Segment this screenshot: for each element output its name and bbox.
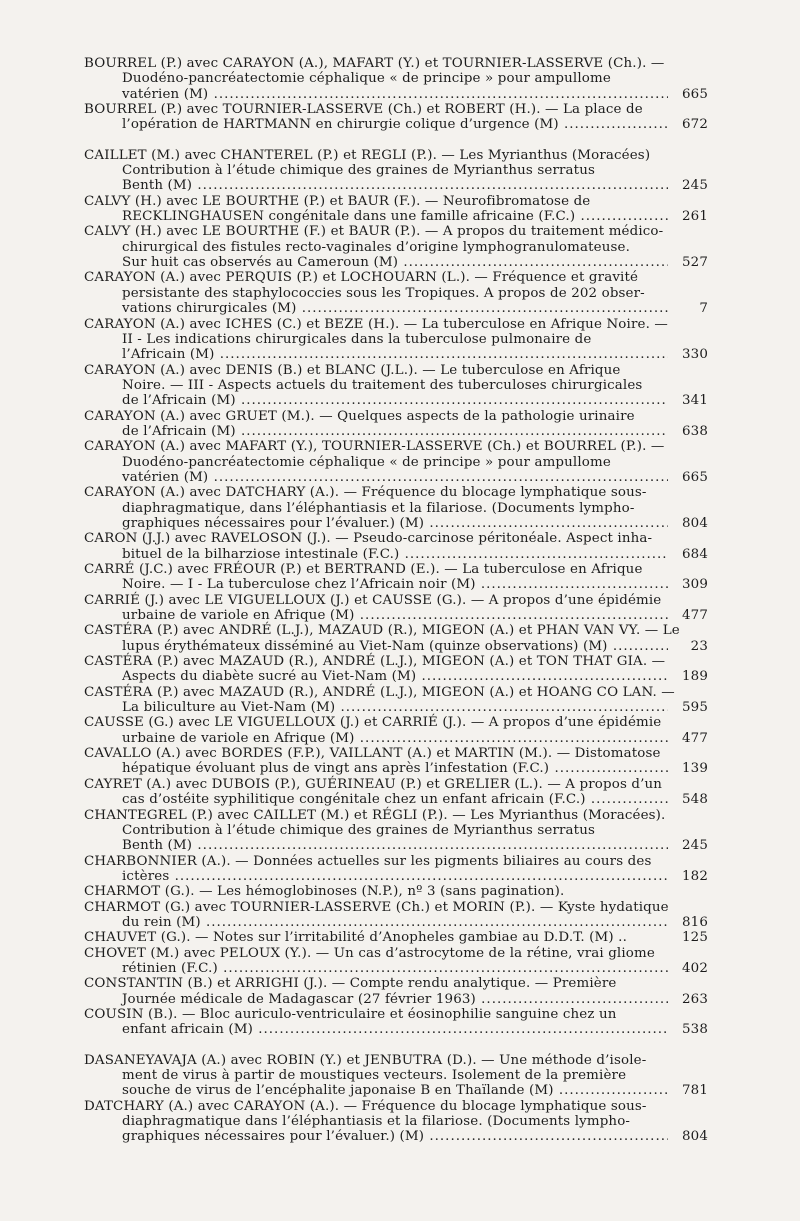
page-number: 139 <box>668 761 708 776</box>
entry-continuation: Contribution à l’étude chimique des graines de Myrianthus serratus <box>122 163 596 179</box>
index-entry <box>84 56 708 102</box>
entry-last-line: du rein (M) ..... <box>84 915 708 930</box>
index-entry <box>84 224 708 270</box>
entry-heading: DATCHARY (A.) avec CARAYON (A.). — Fréquence du blocage lymphatique sous- <box>84 1098 647 1114</box>
index-entry <box>84 531 708 562</box>
index-entry <box>84 317 708 363</box>
entry-heading: CAILLET (M.) avec CHANTEREL (P.) et REGLI (P.). — Les Myrianthus (Moracées) <box>84 147 651 163</box>
page-number: 538 <box>668 1022 708 1037</box>
entry-heading: CALVY (H.) avec LE BOURTHE (F.) et BAUR (P.). — A propos du traitement médico- <box>84 224 664 240</box>
index-entry <box>84 1053 708 1099</box>
page-number: 595 <box>668 700 708 715</box>
entry-last-line: Aspects du diabète sucré au Viet-Nam (M) ..... <box>84 669 708 684</box>
index-entry <box>84 593 708 624</box>
entry-last-line: RECKLINGHAUSEN congénitale dans une famille africaine (F.C.) ..... <box>84 209 708 224</box>
page-number: 665 <box>668 470 708 485</box>
entry-last-line: Noire. — I - La tuberculose chez l’Africain noir (M) ..... <box>84 577 708 592</box>
entry-last-line: enfant africain (M) ..... <box>84 1022 708 1037</box>
index-entry <box>84 270 708 316</box>
entry-last-line: de l’Africain (M) ..... <box>84 393 708 408</box>
index-entry <box>84 1007 708 1038</box>
entry-heading: CHARMOT (G.) avec TOURNIER-LASSERVE (Ch.) et MORIN (P.). — Kyste hydatique <box>84 899 669 915</box>
section-gap <box>0 1038 800 1053</box>
index-entry <box>84 409 708 440</box>
page-number: 548 <box>668 792 708 807</box>
entry-last-line: urbaine de variole en Afrique (M) ..... <box>84 608 708 623</box>
entry-continuation: chirurgical des fistules recto-vaginales d’origine lymphogranulomateuse. <box>122 239 630 255</box>
entry-heading: DASANEYAVAJA (A.) avec ROBIN (Y.) et JENBUTRA (D.). — Une méthode d’isole- <box>84 1052 647 1068</box>
index-entry <box>84 685 708 716</box>
page-number: 477 <box>668 731 708 746</box>
entry-last-line: Sur huit cas observés au Cameroun (M) ..... <box>84 255 708 270</box>
index-entry <box>84 439 708 485</box>
entry-last-line: graphiques nécessaires pour l’évaluer.) (M) ..... <box>84 1129 708 1144</box>
entry-heading: CARRÉ (J.C.) avec FRÉOUR (P.) et BERTRAND (E.). — La tuberculose en Afrique <box>84 562 643 577</box>
entry-last-line: urbaine de variole en Afrique (M) ..... <box>84 731 708 746</box>
page-number: 245 <box>668 838 708 853</box>
entry-last-line: lupus érythémateux disséminé au Viet-Nam (quinze observations) (M) ..... <box>84 639 708 654</box>
entry-heading: CHANTEGREL (P.) avec CAILLET (M.) et RÉGLI (P.). — Les Myrianthus (Moracées). <box>84 807 666 823</box>
entry-heading: CHAUVET (G.). — Notes sur l’irritabilité d’Anopheles gambiae au D.D.T. (M) .. <box>84 930 627 946</box>
section-gap <box>0 133 800 148</box>
entry-heading: CARON (J.J.) avec RAVELOSON (J.). — Pseudo-carcinose péritonéale. Aspect inha- <box>84 531 653 547</box>
page-number: 672 <box>668 117 708 132</box>
page-number: 125 <box>668 930 708 945</box>
entry-continuation: Noire. — III - Aspects actuels du traitement des tuberculoses chirurgicales <box>122 377 643 393</box>
index-entry <box>84 746 708 777</box>
index-entry <box>84 1099 708 1145</box>
entry-last-line: bituel de la bilharziose intestinale (F.C.) ..... <box>84 547 708 562</box>
entry-continuation: persistante des staphylococcies sous les Tropiques. A propos de 202 obser- <box>122 285 645 301</box>
entry-continuation: Duodéno-pancréatectomie céphalique « de principe » pour ampullome <box>122 71 611 87</box>
entry-last-line: Journée médicale de Madagascar (27 février 1963) ..... <box>84 992 708 1007</box>
entry-last-line: hépatique évoluant plus de vingt ans après l’infestation (F.C.) ..... <box>84 761 708 776</box>
entry-heading: CHARBONNIER (A.). — Données actuelles sur les pigments biliaires au cours des <box>84 853 652 869</box>
entry-heading: COUSIN (B.). — Bloc auriculo-ventriculaire et éosinophilie sanguine chez un <box>84 1006 617 1022</box>
page-number: 477 <box>668 608 708 623</box>
index-entry <box>84 715 708 746</box>
entry-continuation: Contribution à l’étude chimique des graines de Myrianthus serratus <box>122 822 596 838</box>
entry-last-line: l’opération de HARTMANN en chirurgie colique d’urgence (M) ..... <box>84 117 708 132</box>
index-entry <box>84 930 708 945</box>
entry-last-line: rétinien (F.C.) ..... <box>84 961 708 976</box>
index-entry <box>84 777 708 808</box>
index-entry <box>84 562 708 593</box>
page-number: 263 <box>668 992 708 1007</box>
entry-heading: CASTÉRA (P.) avec MAZAUD (R.), ANDRÉ (L.J.), MIGEON (A.) et TON THAT GIA. — <box>84 654 666 670</box>
entry-heading: CARAYON (A.) avec DENIS (B.) et BLANC (J.L.). — Le tuberculose en Afrique <box>84 362 621 378</box>
page-number: 330 <box>668 347 708 362</box>
page-number: 309 <box>668 577 708 592</box>
entry-heading: CALVY (H.) avec LE BOURTHE (P.) et BAUR (F.). — Neurofibromatose de <box>84 193 591 209</box>
page-number: 665 <box>668 87 708 102</box>
entry-heading: CASTÉRA (P.) avec MAZAUD (R.), ANDRÉ (L.J.), MIGEON (A.) et HOANG CO LAN. — <box>84 684 675 700</box>
index-entry <box>84 654 708 685</box>
entry-continuation: Duodéno-pancréatectomie céphalique « de principe » pour ampullome <box>122 454 611 470</box>
index-entry <box>84 485 708 531</box>
entry-heading: CARAYON (A.) avec MAFART (Y.), TOURNIER-LASSERVE (Ch.) et BOURREL (P.). — <box>84 439 665 455</box>
index-entry <box>84 854 708 885</box>
index-entry <box>84 363 708 409</box>
entry-continuation: II - Les indications chirurgicales dans la tuberculose pulmonaire de <box>122 331 592 347</box>
page-number: 23 <box>668 639 708 654</box>
entry-last-line: vatérien (M) ..... <box>84 87 708 102</box>
page-number: 7 <box>668 301 708 316</box>
page-number: 684 <box>668 547 708 562</box>
entry-heading: BOURREL (P.) avec TOURNIER-LASSERVE (Ch.) et ROBERT (H.). — La place de <box>84 102 643 118</box>
index-entry <box>84 976 708 1007</box>
entry-last-line: Benth (M) ..... <box>84 178 708 193</box>
index-entry <box>84 900 708 931</box>
entry-last-line: La biliculture au Viet-Nam (M) ..... <box>84 700 708 715</box>
page-number: 527 <box>668 255 708 270</box>
entry-heading: CHOVET (M.) avec PELOUX (Y.). — Un cas d’astrocytome de la rétine, vrai gliome <box>84 945 655 961</box>
page-number: 341 <box>668 393 708 408</box>
entry-heading: CAYRET (A.) avec DUBOIS (P.), GUÉRINEAU (P.) et GRELIER (L.). — A propos d’un <box>84 776 663 792</box>
entry-continuation: diaphragmatique dans l’éléphantiasis et la filariose. (Documents lympho- <box>122 1114 631 1130</box>
entry-last-line: l’Africain (M) ..... <box>84 347 708 362</box>
entry-heading: BOURREL (P.) avec CARAYON (A.), MAFART (Y.) et TOURNIER-LASSERVE (Ch.). — <box>84 56 665 71</box>
entry-last-line: de l’Africain (M) ..... <box>84 424 708 439</box>
page-number: 638 <box>668 424 708 439</box>
page-number: 261 <box>668 209 708 224</box>
entry-last-line: vatérien (M) ..... <box>84 470 708 485</box>
page-number: 189 <box>668 669 708 684</box>
entry-last-line: vations chirurgicales (M) ..... <box>84 301 708 316</box>
index-entry <box>84 946 708 977</box>
entry-heading: CAVALLO (A.) avec BORDES (F.P.), VAILLANT (A.) et MARTIN (M.). — Distomatose <box>84 746 661 762</box>
entry-last-line: graphiques nécessaires pour l’évaluer.) (M) ..... <box>84 516 708 531</box>
entry-continuation: diaphragmatique, dans l’éléphantiasis et la filariose. (Documents lympho- <box>122 500 635 516</box>
index-entry <box>84 884 708 899</box>
entry-heading: CONSTANTIN (B.) et ARRIGHI (J.). — Compte rendu analytique. — Première <box>84 976 617 992</box>
entry-last-line: souche de virus de l’encéphalite japonaise B en Thaïlande (M) ..... <box>84 1083 708 1098</box>
entry-heading: CARRIÉ (J.) avec LE VIGUELLOUX (J.) et CAUSSE (G.). — A propos d’une épidémie <box>84 592 662 608</box>
entry-last-line: cas d’ostéite syphilitique congénitale chez un enfant africain (F.C.) ..... <box>84 792 708 807</box>
page-number: 182 <box>668 869 708 884</box>
entry-heading: CARAYON (A.) avec ICHES (C.) et BEZE (H.). — La tuberculose en Afrique Noire. — <box>84 316 668 332</box>
entry-heading: CAUSSE (G.) avec LE VIGUELLOUX (J.) et CARRIÉ (J.). — A propos d’une épidémie <box>84 715 662 731</box>
index-entry <box>84 102 708 133</box>
entry-heading: CARAYON (A.) avec PERQUIS (P.) et LOCHOUARN (L.). — Fréquence et gravité <box>84 270 639 286</box>
index-entry <box>84 148 708 194</box>
page-number: 804 <box>668 1129 708 1144</box>
entry-heading: CHARMOT (G.). — Les hémoglobinoses (N.P.), nº 3 (sans pagination). <box>84 884 565 900</box>
entry-heading: CASTÉRA (P.) avec ANDRÉ (L.J.), MAZAUD (R.), MIGEON (A.) et PHAN VAN VY. — Le <box>84 623 680 639</box>
entry-last-line: ictères ..... <box>84 869 708 884</box>
page-number: 245 <box>668 178 708 193</box>
entry-continuation: ment de virus à partir de moustiques vecteurs. Isolement de la première <box>122 1068 627 1083</box>
index-entry <box>84 623 708 654</box>
page-number: 402 <box>668 961 708 976</box>
page-number: 781 <box>668 1083 708 1098</box>
entry-last-line: Benth (M) ..... <box>84 838 708 853</box>
page-number: 816 <box>668 915 708 930</box>
page-number: 804 <box>668 516 708 531</box>
entry-heading: CARAYON (A.) avec DATCHARY (A.). — Fréquence du blocage lymphatique sous- <box>84 485 647 501</box>
index-entry <box>84 194 708 225</box>
index-entry <box>84 808 708 854</box>
entry-heading: CARAYON (A.) avec GRUET (M.). — Quelques aspects de la pathologie urinaire <box>84 408 635 424</box>
